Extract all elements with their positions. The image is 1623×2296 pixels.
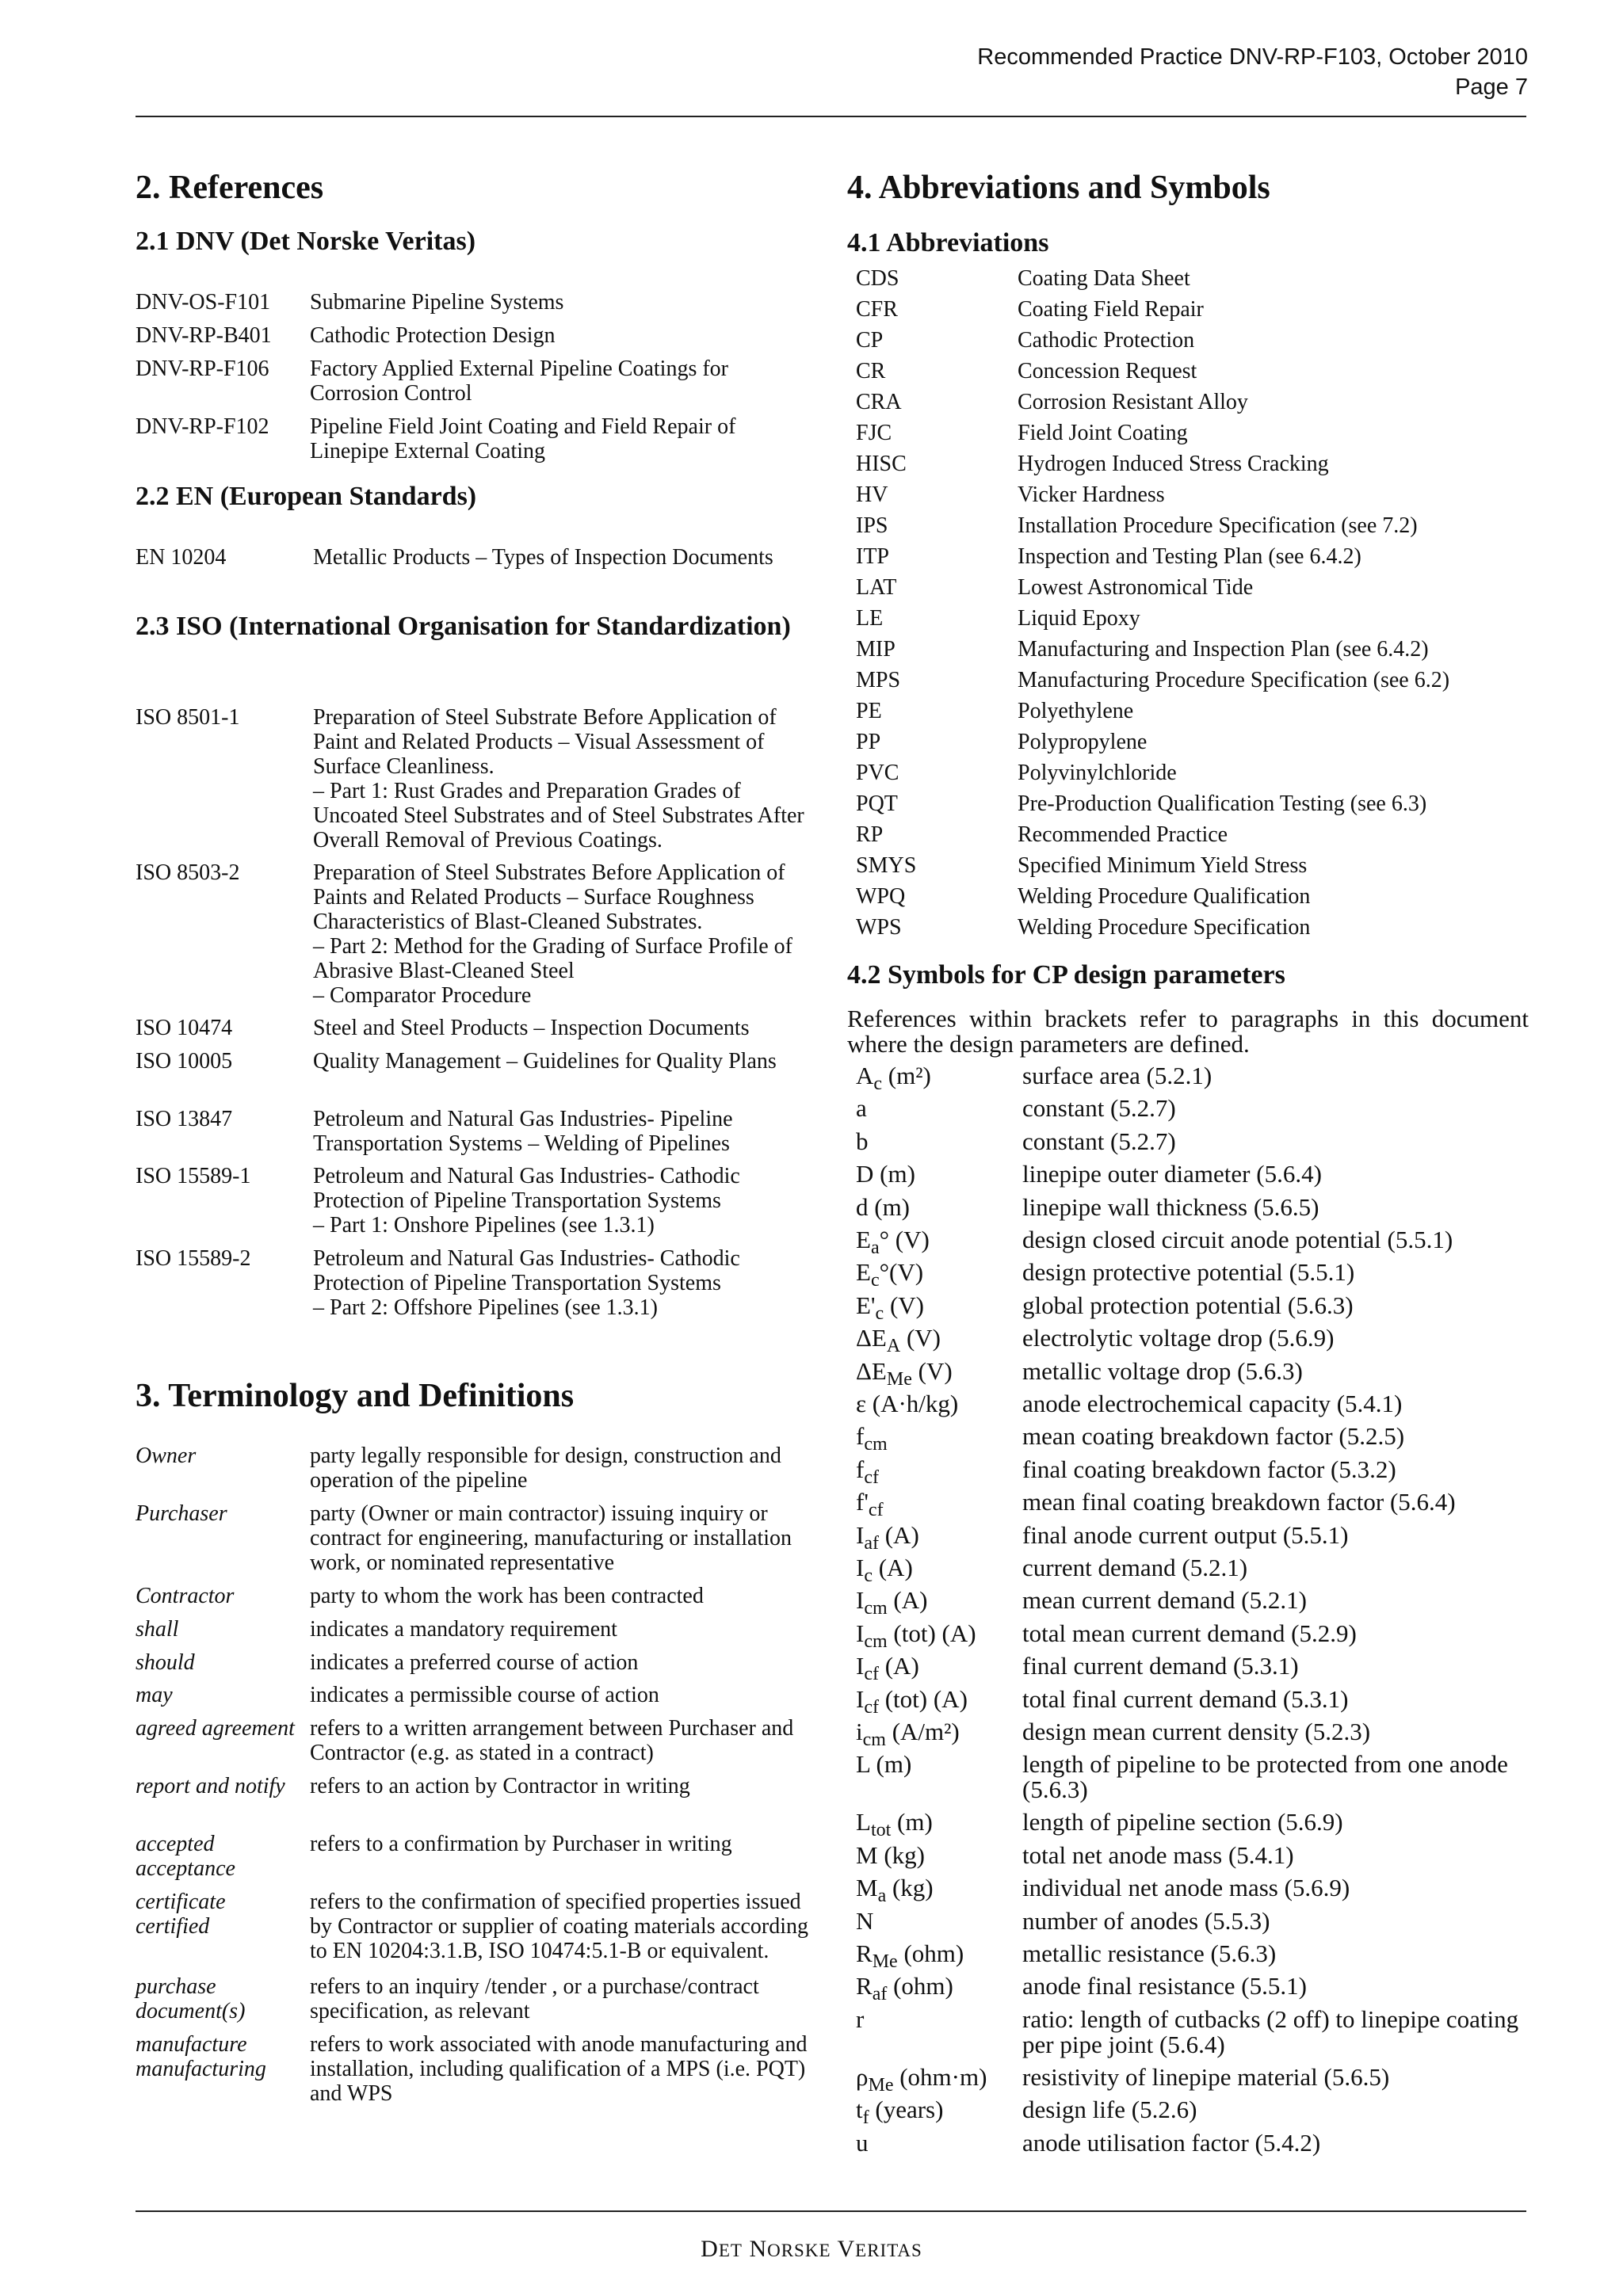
symbol-name: D (m) — [856, 1160, 915, 1188]
abbreviation-code: PE — [856, 699, 882, 723]
reference-code: ISO 8503-2 — [136, 860, 240, 885]
running-header-title: Recommended Practice DNV-RP-F103, October 2010 — [977, 44, 1528, 70]
symbol-definition: linepipe wall thickness (5.6.5) — [1022, 1192, 1319, 1221]
symbol-definition: anode electrochemical capacity (5.4.1) — [1022, 1390, 1403, 1417]
symbol-definition: linepipe outer diameter (5.6.4) — [1022, 1160, 1322, 1188]
symbol-definition: constant (5.2.7) — [1022, 1094, 1176, 1123]
symbol-definition: metallic resistance (5.6.3) — [1022, 1939, 1277, 1967]
reference-description: Submarine Pipeline Systems — [310, 290, 564, 315]
symbol-name: $E'_c$ (V) — [856, 1291, 924, 1324]
definition-text: refers to an action by Contractor in writing — [310, 1774, 690, 1798]
reference-description: Steel and Steel Products – Inspection Documents — [313, 1016, 750, 1040]
reference-code: ISO 15589-1 — [136, 1164, 251, 1188]
symbol-definition: anode final resistance (5.5.1) — [1022, 1972, 1307, 2000]
abbreviations-subtitle: 4.1 Abbreviations — [847, 228, 1049, 257]
definition-text: indicates a mandatory requirement — [310, 1617, 617, 1642]
symbol-definition: final current demand (5.3.1) — [1022, 1652, 1299, 1680]
symbol-definition: design mean current density (5.2.3) — [1022, 1718, 1371, 1745]
definition-text: refers to an inquiry /tender , or a purchase/contract specification, as relevant — [310, 1974, 759, 2023]
symbol-definition: constant (5.2.7) — [1022, 1127, 1176, 1155]
abbreviation-code: WPS — [856, 915, 902, 940]
symbol-definition: mean coating breakdown factor (5.2.5) — [1022, 1422, 1405, 1451]
symbol-name: $I_{cm}$ (A) — [856, 1586, 928, 1619]
abbreviation-code: FJC — [856, 421, 892, 445]
abbreviation-meaning: Welding Procedure Specification — [1018, 915, 1311, 940]
abbreviation-code: HV — [856, 482, 888, 507]
symbol-definition: number of anodes (5.5.3) — [1022, 1906, 1270, 1935]
abbreviation-code: MIP — [856, 637, 896, 662]
abbreviation-meaning: Manufacturing Procedure Specification (see 6.2) — [1018, 668, 1450, 692]
reference-code: ISO 10474 — [136, 1016, 233, 1040]
reference-description: Preparation of Steel Substrate Before Application of Paint and Related Products – Visual Assessment of Surface Cleanliness. – Part 1: Rust Grades and Preparation Grades of Uncoated Steel Substrates and of Steel Substrates After Overall Removal of Previous Coatings. — [313, 705, 804, 852]
reference-description: Quality Management – Guidelines for Quality Plans — [313, 1049, 777, 1074]
symbol-name: $E_a^\circ$ (V) — [856, 1226, 930, 1259]
symbol-definition: mean final coating breakdown factor (5.6.4) — [1022, 1488, 1456, 1516]
symbol-name: M (kg) — [856, 1840, 925, 1869]
symbol-name: $\Delta E_{Me}$ (V) — [856, 1356, 953, 1390]
abbreviation-code: HISC — [856, 452, 907, 476]
header-rule — [136, 116, 1526, 117]
abbreviation-code: RP — [856, 822, 884, 847]
symbol-name: $I_{cf}$ (tot) (A) — [856, 1684, 968, 1718]
abbreviation-meaning: Polyvinylchloride — [1018, 761, 1177, 785]
abbreviation-meaning: Lowest Astronomical Tide — [1018, 575, 1254, 600]
definition-term: Owner — [136, 1444, 197, 1468]
reference-description: Preparation of Steel Substrates Before Application of Paints and Related Products – Surface Roughness Characteristics of Blast-Cleaned Substrates. – Part 2: Method for the Grading of Surface Profile of Abrasive Blast-Cleaned Steel – Comparator Procedure — [313, 860, 792, 1008]
definition-term: manufacture manufacturing — [136, 2032, 266, 2081]
symbols-intro: References within brackets refer to paragraphs in this document where the design parameters are defined. — [847, 1005, 1529, 1058]
definition-text: indicates a permissible course of action — [310, 1683, 659, 1707]
abbreviation-code: CR — [856, 359, 886, 383]
definition-term: may — [136, 1683, 173, 1707]
abbreviation-meaning: Cathodic Protection — [1018, 328, 1195, 353]
definition-text: refers to work associated with anode manufacturing and installation, including qualification of a MPS (i.e. PQT) and WPS — [310, 2032, 808, 2106]
definition-term: Contractor — [136, 1584, 235, 1608]
iso-subtitle: 2.3 ISO (International Organisation for Standardization) — [136, 612, 791, 641]
symbol-name: $t_f$ (years) — [856, 2096, 944, 2129]
symbol-name: d (m) — [856, 1192, 911, 1221]
symbol-definition: electrolytic voltage drop (5.6.9) — [1022, 1324, 1335, 1352]
symbol-definition: final anode current output (5.5.1) — [1022, 1520, 1349, 1549]
symbol-definition: design protective potential (5.5.1) — [1022, 1258, 1355, 1287]
reference-code: ISO 13847 — [136, 1107, 233, 1131]
symbol-definition: total net anode mass (5.4.1) — [1022, 1840, 1294, 1869]
abbreviation-code: CP — [856, 328, 884, 353]
definition-text: refers to a confirmation by Purchaser in writing — [310, 1832, 732, 1856]
definition-term: Purchaser — [136, 1501, 227, 1526]
symbol-name: $E_c^\circ(V)$ — [856, 1258, 924, 1291]
reference-description: Petroleum and Natural Gas Industries- Pipeline Transportation Systems – Welding of Pipelines — [313, 1107, 733, 1156]
footer-publisher-text: DET NORSKE VERITAS — [701, 2236, 922, 2262]
abbreviation-meaning: Coating Field Repair — [1018, 297, 1204, 322]
reference-description: Factory Applied External Pipeline Coatings for Corrosion Control — [310, 357, 729, 406]
symbol-name: $I_{cf}$ (A) — [856, 1652, 919, 1685]
abbreviation-meaning: Vicker Hardness — [1018, 482, 1165, 507]
symbol-name: $f_{cm}$ — [856, 1422, 888, 1455]
abbreviation-meaning: Liquid Epoxy — [1018, 606, 1140, 631]
abbreviation-code: CRA — [856, 390, 902, 414]
abbreviation-meaning: Installation Procedure Specification (see 7.2) — [1018, 513, 1418, 538]
symbol-name: $R_{Me}$ (ohm) — [856, 1939, 964, 1973]
definition-term: shall — [136, 1617, 179, 1642]
abbreviation-meaning: Coating Data Sheet — [1018, 266, 1190, 291]
definition-text: party (Owner or main contractor) issuing inquiry or contract for engineering, manufacturing or installation work, or nominated representative — [310, 1501, 792, 1575]
definition-text: indicates a preferred course of action — [310, 1650, 639, 1675]
abbreviation-meaning: Manufacturing and Inspection Plan (see 6.4.2) — [1018, 637, 1429, 662]
reference-code: DNV-RP-F102 — [136, 414, 269, 439]
symbol-definition: individual net anode mass (5.6.9) — [1022, 1874, 1350, 1902]
symbol-name: $I_{cm}$ (tot) (A) — [856, 1619, 976, 1652]
reference-code: ISO 10005 — [136, 1049, 233, 1074]
symbol-definition: ratio: length of cutbacks (2 off) to linepipe coating per pipe joint (5.6.4) — [1022, 2004, 1519, 2058]
abbreviation-meaning: Recommended Practice — [1018, 822, 1228, 847]
section-abbreviations-title: 4. Abbreviations and Symbols — [847, 170, 1270, 206]
symbol-definition: total final current demand (5.3.1) — [1022, 1684, 1349, 1713]
abbreviation-code: MPS — [856, 668, 901, 692]
reference-code: DNV-RP-F106 — [136, 357, 269, 381]
reference-code: ISO 15589-2 — [136, 1246, 251, 1271]
symbols-subtitle: 4.2 Symbols for CP design parameters — [847, 960, 1285, 990]
symbol-name: $\rho_{Me}$ (ohm·m) — [856, 2062, 987, 2096]
abbreviation-code: IPS — [856, 513, 888, 538]
definition-term: report and notify — [136, 1774, 285, 1798]
abbreviation-code: PVC — [856, 761, 899, 785]
definition-term: should — [136, 1650, 195, 1675]
definition-text: refers to a written arrangement between Purchaser and Contractor (e.g. as stated in a contract) — [310, 1716, 794, 1765]
symbol-definition: metallic voltage drop (5.6.3) — [1022, 1356, 1303, 1385]
symbol-definition: surface area (5.2.1) — [1022, 1062, 1212, 1089]
abbreviation-meaning: Concession Request — [1018, 359, 1197, 383]
symbol-definition: mean current demand (5.2.1) — [1022, 1586, 1307, 1615]
abbreviation-code: WPQ — [856, 884, 906, 909]
abbreviation-code: PQT — [856, 791, 898, 816]
symbol-name: b — [856, 1127, 869, 1155]
abbreviation-meaning: Hydrogen Induced Stress Cracking — [1018, 452, 1329, 476]
symbol-name: $\Delta E_A$ (V) — [856, 1324, 941, 1357]
dnv-subtitle: 2.1 DNV (Det Norske Veritas) — [136, 227, 476, 256]
section-references-title: 2. References — [136, 170, 324, 206]
definition-text: refers to the confirmation of specified properties issued by Contractor or supplier of coating materials according to EN 10204:3.1.B, ISO 10474:5.1-B or equivalent. — [310, 1890, 809, 1963]
reference-description: Pipeline Field Joint Coating and Field Repair of Linepipe External Coating — [310, 414, 736, 463]
symbol-name: ε (A·h/kg) — [856, 1390, 959, 1417]
symbol-name: $f_{cf}$ — [856, 1455, 879, 1488]
symbol-name: $L_{tot}$ (m) — [856, 1808, 933, 1841]
symbol-name: a — [856, 1094, 867, 1123]
symbol-definition: length of pipeline section (5.6.9) — [1022, 1808, 1343, 1836]
abbreviation-meaning: Polyethylene — [1018, 699, 1134, 723]
symbol-name: $R_{af}$ (ohm) — [856, 1972, 953, 2005]
reference-description: Metallic Products – Types of Inspection Documents — [313, 545, 773, 570]
symbol-definition: global protection potential (5.6.3) — [1022, 1291, 1354, 1319]
symbol-definition: total mean current demand (5.2.9) — [1022, 1619, 1357, 1647]
footer-rule — [136, 2210, 1526, 2212]
symbol-name: N — [856, 1906, 874, 1935]
abbreviation-meaning: Field Joint Coating — [1018, 421, 1188, 445]
symbol-name: $i_{cm}$ (A/m²) — [856, 1718, 960, 1751]
reference-code: DNV-OS-F101 — [136, 290, 271, 315]
abbreviation-code: ITP — [856, 544, 889, 569]
en-subtitle: 2.2 EN (European Standards) — [136, 482, 477, 511]
abbreviation-code: LAT — [856, 575, 897, 600]
symbol-name: r — [856, 2004, 865, 2033]
section-terminology-title: 3. Terminology and Definitions — [136, 1378, 575, 1414]
abbreviation-code: SMYS — [856, 853, 917, 878]
symbol-name: $I_{af}$ (A) — [856, 1520, 919, 1554]
abbreviation-meaning: Specified Minimum Yield Stress — [1018, 853, 1308, 878]
symbol-definition: design life (5.2.6) — [1022, 2096, 1197, 2124]
abbreviation-meaning: Inspection and Testing Plan (see 6.4.2) — [1018, 544, 1361, 569]
abbreviation-meaning: Polypropylene — [1018, 730, 1148, 754]
definition-term: accepted acceptance — [136, 1832, 235, 1881]
definition-term: certificate certified — [136, 1890, 226, 1939]
footer-publisher — [0, 2236, 1623, 2263]
symbol-name: u — [856, 2128, 869, 2157]
reference-code: DNV-RP-B401 — [136, 323, 272, 348]
reference-description: Petroleum and Natural Gas Industries- Cathodic Protection of Pipeline Transportation Systems – Part 1: Onshore Pipelines (see 1.3.1) — [313, 1164, 740, 1238]
abbreviation-code: LE — [856, 606, 884, 631]
definition-text: party legally responsible for design, construction and operation of the pipeline — [310, 1444, 781, 1493]
definition-term: purchase document(s) — [136, 1974, 246, 2023]
reference-description: Petroleum and Natural Gas Industries- Cathodic Protection of Pipeline Transportation Systems – Part 2: Offshore Pipelines (see 1.3.1) — [313, 1246, 740, 1320]
abbreviation-meaning: Pre-Production Qualification Testing (see 6.3) — [1018, 791, 1427, 816]
reference-description: Cathodic Protection Design — [310, 323, 556, 348]
abbreviation-meaning: Welding Procedure Qualification — [1018, 884, 1311, 909]
symbol-definition: current demand (5.2.1) — [1022, 1554, 1248, 1581]
symbol-name: $I_c$ (A) — [856, 1554, 913, 1587]
symbol-name: $M_a$ (kg) — [856, 1874, 934, 1907]
abbreviation-code: PP — [856, 730, 881, 754]
symbol-name: $A_c$ (m²) — [856, 1062, 931, 1095]
symbol-definition: design closed circuit anode potential (5.5.1) — [1022, 1226, 1453, 1253]
symbol-name: $f'_{cf}$ — [856, 1488, 884, 1521]
symbol-definition: final coating breakdown factor (5.3.2) — [1022, 1455, 1396, 1483]
symbol-name: L (m) — [856, 1750, 912, 1779]
reference-code: EN 10204 — [136, 545, 227, 570]
reference-code: ISO 8501-1 — [136, 705, 240, 730]
definition-text: party to whom the work has been contracted — [310, 1584, 704, 1608]
running-header-page: Page 7 — [1455, 74, 1528, 100]
symbol-definition: resistivity of linepipe material (5.6.5) — [1022, 2062, 1390, 2091]
symbol-definition: length of pipeline to be protected from one anode (5.6.3) — [1022, 1750, 1508, 1804]
definition-term: agreed agreement — [136, 1716, 295, 1741]
abbreviation-code: CDS — [856, 266, 899, 291]
abbreviation-meaning: Corrosion Resistant Alloy — [1018, 390, 1248, 414]
abbreviation-code: CFR — [856, 297, 898, 322]
symbol-definition: anode utilisation factor (5.4.2) — [1022, 2128, 1321, 2157]
